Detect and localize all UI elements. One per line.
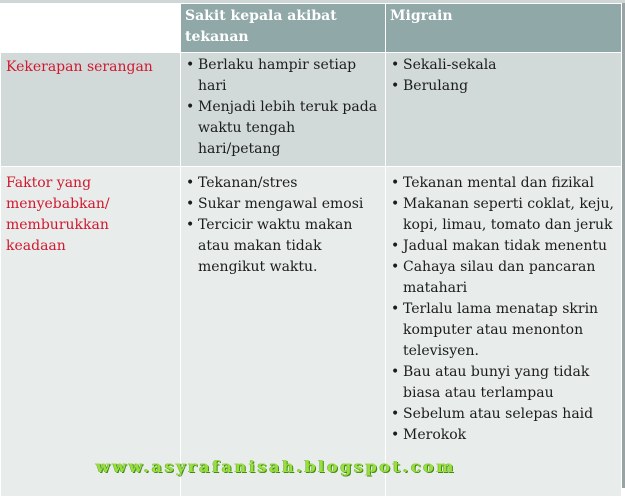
list-item: • Jadual makan tidak menentu xyxy=(387,236,616,257)
list-item: • Sekali-sekala xyxy=(387,55,616,76)
cell-factors-migraine xyxy=(386,167,622,497)
cell-frequency-tension xyxy=(181,53,386,167)
row-label-factors: Faktor yang menyebabkan/ memburukkan keadaan xyxy=(1,167,181,497)
list-item: • Berulang xyxy=(387,76,616,97)
list-item: • Makanan seperti coklat, keju, kopi, limau, tomato dan jeruk xyxy=(391,196,614,233)
bullet-icon: • xyxy=(391,301,400,317)
list-item: • Cahaya silau dan pancaran matahari xyxy=(391,259,596,296)
bullet-icon: • xyxy=(186,196,195,212)
list-item: • Sukar mengawal emosi xyxy=(182,194,380,215)
bullet-icon: • xyxy=(186,57,195,73)
bullet-icon: • xyxy=(186,217,195,233)
header-tension-headache: Sakit kepala akibat tekanan xyxy=(181,4,386,53)
list-item: • Terlalu lama menatap skrin komputer atau menonton televisyen. xyxy=(391,301,599,359)
blog-watermark: www.asyrafanisah.blogspot.com xyxy=(96,457,456,476)
list-item: • Menjadi lebih teruk pada waktu tengah hari/petang xyxy=(186,99,378,157)
bullet-icon: • xyxy=(186,99,195,115)
header-empty-cell xyxy=(1,4,181,53)
bullet-icon: • xyxy=(391,175,400,191)
bullet-icon: • xyxy=(391,406,400,422)
cell-frequency-migraine xyxy=(386,53,622,167)
row-label-frequency: Kekerapan serangan xyxy=(1,53,181,167)
bullet-icon: • xyxy=(391,259,400,275)
list-item: • Sebelum atau selepas haid xyxy=(387,404,616,425)
bullet-icon: • xyxy=(391,427,400,443)
table-row xyxy=(1,167,622,497)
cell-factors-tension xyxy=(181,167,386,497)
list-item: • Merokok xyxy=(387,425,616,446)
table-row xyxy=(1,53,622,167)
list-item: • Bau atau bunyi yang tidak biasa atau terlampau xyxy=(391,364,590,401)
bullet-icon: • xyxy=(391,238,400,254)
list-item: • Berlaku hampir setiap hari xyxy=(186,57,357,94)
comparison-table xyxy=(0,3,622,497)
bullet-icon: • xyxy=(391,78,400,94)
list-item: • Tercicir waktu makan atau makan tidak mengikut waktu. xyxy=(186,217,353,275)
list-item: • Tekanan/stres xyxy=(182,173,380,194)
table-header-row xyxy=(1,4,622,53)
header-migraine: Migrain xyxy=(386,4,622,53)
bullet-icon: • xyxy=(391,57,400,73)
bullet-icon: • xyxy=(186,175,195,191)
bullet-icon: • xyxy=(391,196,400,212)
list-item: • Tekanan mental dan fizikal xyxy=(387,173,616,194)
bullet-icon: • xyxy=(391,364,400,380)
